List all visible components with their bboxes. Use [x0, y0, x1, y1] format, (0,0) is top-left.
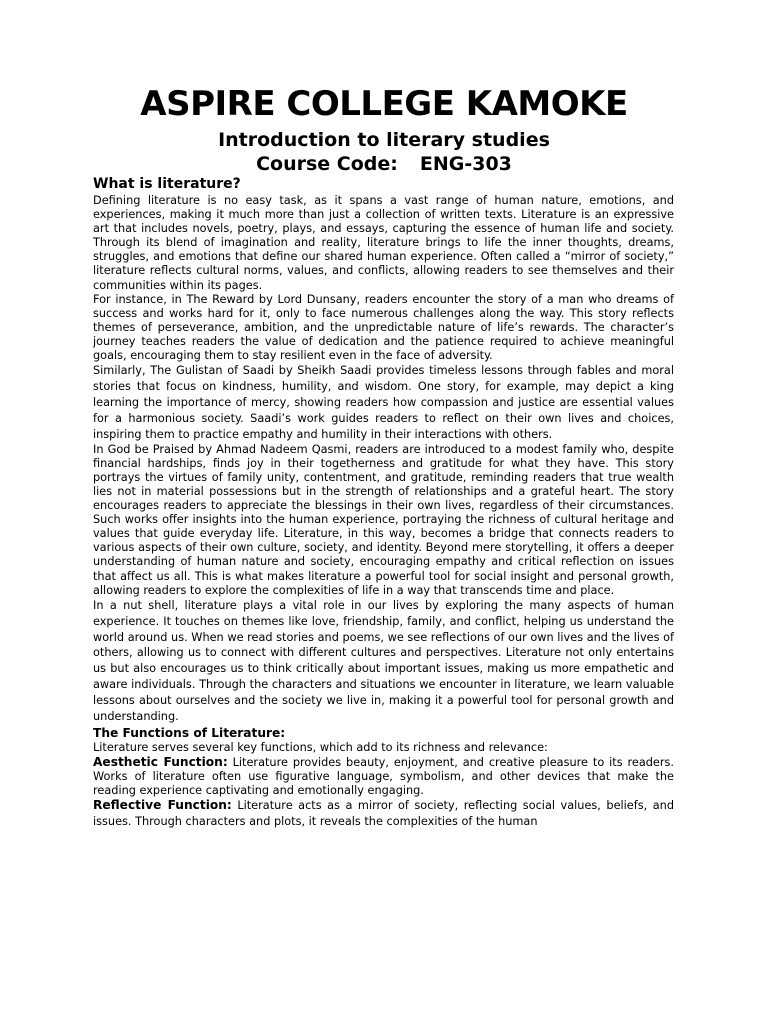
- body-text: [93, 194, 674, 830]
- paragraph: Defining literature is no easy task, as it spans a vast range of human nature, emotions, and experiences, making it much more than just a collection of written texts. Literature is an expressive art that includes novels, poetry, plays, and essays, capturing the essence of human life and society. Through its blend of imagination and reality, literature brings to life the inner thoughts, dreams, struggles, and emotions that define our shared human experience. Often called a “mirror of society,” literature reflects cultural norms, values, and conflicts, allowing readers to see themselves and their communities within its pages.: [93, 194, 674, 292]
- function-text: Literature provides beauty, enjoyment, and creative pleasure to its readers. Works of literature often use figurative language, symbolism, and other devices that make the reading experience captivating and emotionally engaging.: [93, 756, 674, 798]
- section-heading: What is literature?: [93, 176, 241, 192]
- function-label: Reflective Function:: [93, 798, 232, 813]
- function-item: [93, 798, 674, 830]
- course-title: Introduction to literary studies: [218, 129, 550, 151]
- function-text: Literature acts as a mirror of society, reflecting social values, beliefs, and issues. Through characters and plots, it reveals the complexities of the human: [93, 799, 674, 829]
- paragraph: Similarly, The Gulistan of Saadi by Sheikh Saadi provides timeless lessons through fables and moral stories that focus on kindness, humility, and wisdom. One story, for example, may depict a king learning the importance of mercy, showing readers how compassion and justice are essential values for a harmonious society. Saadi’s work guides readers to reflect on their own lives and choices, inspiring them to practice empathy and humility in their interactions with others.: [93, 364, 674, 441]
- paragraph: In a nut shell, literature plays a vital role in our lives by exploring the many aspects of human experience. It touches on themes like love, friendship, family, and conflict, helping us understand the world around us. When we read stories and poems, we see reflections of our own lives and the lives of others, allowing us to connect with different cultures and perspectives. Literature not only entertains us but also encourages us to think critically about important issues, making us more empathetic and aware individuals. Through the characters and situations we encounter in literature, we learn valuable lessons about ourselves and the society we live in, making it a powerful tool for personal growth and understanding.: [93, 598, 674, 724]
- function-item: [93, 755, 674, 798]
- functions-intro: Literature serves several key functions, which add to its richness and relevance:: [93, 740, 548, 754]
- course-code-label: Course Code:: [256, 153, 398, 175]
- function-label: Aesthetic Function:: [93, 755, 228, 770]
- functions-heading: The Functions of Literature:: [93, 725, 286, 740]
- paragraph: For instance, in The Reward by Lord Dunsany, readers encounter the story of a man who dreams of success and works hard for it, only to face numerous challenges along the way. This story reflects themes of perseverance, ambition, and the unpredictable nature of life’s rewards. The character’s journey teaches readers the value of dedication and the patience required to achieve meaningful goals, encouraging them to stay resilient even in the face of adversity.: [93, 292, 674, 363]
- course-code-line: [0, 152, 768, 176]
- college-title: ASPIRE COLLEGE KAMOKE: [140, 84, 628, 124]
- paragraph: In God be Praised by Ahmad Nadeem Qasmi, readers are introduced to a modest family who, despite financial hardships, finds joy in their togetherness and gratitude for what they have. This story portrays the virtues of family unity, contentment, and gratitude, reminding readers that true wealth lies not in material possessions but in the strength of relationships and a grateful heart. The story encourages readers to appreciate the blessings in their own lives, regardless of their circumstances. Such works offer insights into the human experience, portraying the richness of cultural heritage and values that guide everyday life. Literature, in this way, becomes a bridge that connects readers to various aspects of their own culture, society, and identity. Beyond mere storytelling, it offers a deeper understanding of human nature and society, encouraging empathy and critical reflection on issues that affect us all. This is what makes literature a powerful tool for social insight and personal growth, allowing readers to explore the complexities of life in a way that transcends time and place.: [93, 442, 674, 597]
- course-code-value: ENG-303: [419, 153, 512, 175]
